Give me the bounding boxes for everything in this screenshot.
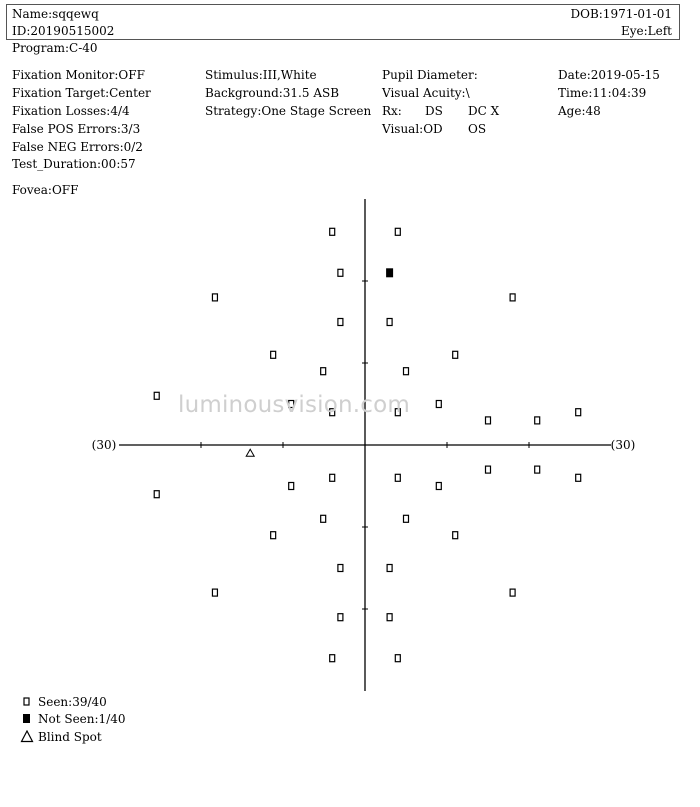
seen-point	[338, 614, 343, 621]
seen-point	[576, 409, 581, 416]
seen-point	[395, 655, 400, 662]
seen-point	[330, 655, 335, 662]
seen-point	[321, 515, 326, 522]
seen-point	[387, 319, 392, 326]
patient-age: Age:48	[558, 104, 601, 118]
legend-seen-label: Seen:39/40	[38, 695, 107, 709]
seen-point	[271, 351, 276, 358]
x-axis-right-label: (30)	[610, 438, 636, 452]
fixation-monitor: Fixation Monitor:OFF	[12, 68, 145, 82]
legend-blind-spot-icon	[20, 730, 34, 743]
seen-point	[436, 483, 441, 490]
blind-spot-point	[246, 449, 254, 456]
seen-point	[321, 368, 326, 375]
background: Background:31.5 ASB	[205, 86, 340, 100]
legend-not-seen-icon	[22, 714, 32, 724]
seen-point	[154, 491, 159, 498]
fixation-losses: Fixation Losses:4/4	[12, 104, 130, 118]
watermark: luminousvision.com	[178, 392, 411, 418]
seen-point	[486, 417, 491, 424]
patient-name: Name:sqqewq	[12, 7, 99, 21]
seen-point	[453, 351, 458, 358]
seen-point	[289, 483, 294, 490]
patient-id: ID:20190515002	[12, 24, 115, 38]
seen-point	[436, 401, 441, 408]
seen-point	[330, 228, 335, 235]
seen-point	[212, 589, 217, 596]
false-pos-errors: False POS Errors:3/3	[12, 122, 141, 136]
seen-point	[387, 565, 392, 572]
legend-blind-spot-label: Blind Spot	[38, 730, 102, 744]
seen-point	[404, 368, 409, 375]
seen-point	[535, 466, 540, 473]
x-axis-left-label: (30)	[91, 438, 117, 452]
fovea-status: Fovea:OFF	[12, 183, 79, 197]
seen-point	[535, 417, 540, 424]
test-duration: Test_Duration:00:57	[12, 157, 136, 171]
rx-label: Rx:	[382, 104, 402, 118]
legend-not-seen-label: Not Seen:1/40	[38, 712, 126, 726]
stimulus: Stimulus:III,White	[205, 68, 317, 82]
seen-point	[154, 392, 159, 399]
seen-point	[404, 515, 409, 522]
program-name: Program:C-40	[12, 41, 98, 55]
seen-point	[395, 474, 400, 481]
rx-ds: DS	[425, 104, 443, 118]
patient-dob: DOB:1971-01-01	[570, 7, 672, 21]
seen-point	[330, 474, 335, 481]
test-date: Date:2019-05-15	[558, 68, 660, 82]
seen-point	[387, 614, 392, 621]
seen-point	[395, 228, 400, 235]
chart-axes	[119, 199, 611, 691]
seen-point	[453, 532, 458, 539]
legend-seen-icon	[22, 697, 32, 707]
rx-dcx: DC X	[468, 104, 500, 118]
visual-od: Visual:OD	[382, 122, 443, 136]
seen-point	[338, 319, 343, 326]
seen-point	[576, 474, 581, 481]
seen-point	[338, 269, 343, 276]
seen-point	[486, 466, 491, 473]
eye-side: Eye:Left	[620, 24, 672, 38]
seen-point	[338, 565, 343, 572]
visual-acuity: Visual Acuity:\	[382, 86, 470, 100]
strategy: Strategy:One Stage Screen	[205, 104, 372, 118]
test-time: Time:11:04:39	[558, 86, 647, 100]
visual-os: OS	[468, 122, 487, 136]
seen-point	[212, 294, 217, 301]
seen-point	[271, 532, 276, 539]
seen-point	[510, 294, 515, 301]
fixation-target: Fixation Target:Center	[12, 86, 151, 100]
false-neg-errors: False NEG Errors:0/2	[12, 140, 143, 154]
pupil-diameter: Pupil Diameter:	[382, 68, 478, 82]
not-seen-point	[387, 269, 393, 277]
seen-point	[510, 589, 515, 596]
